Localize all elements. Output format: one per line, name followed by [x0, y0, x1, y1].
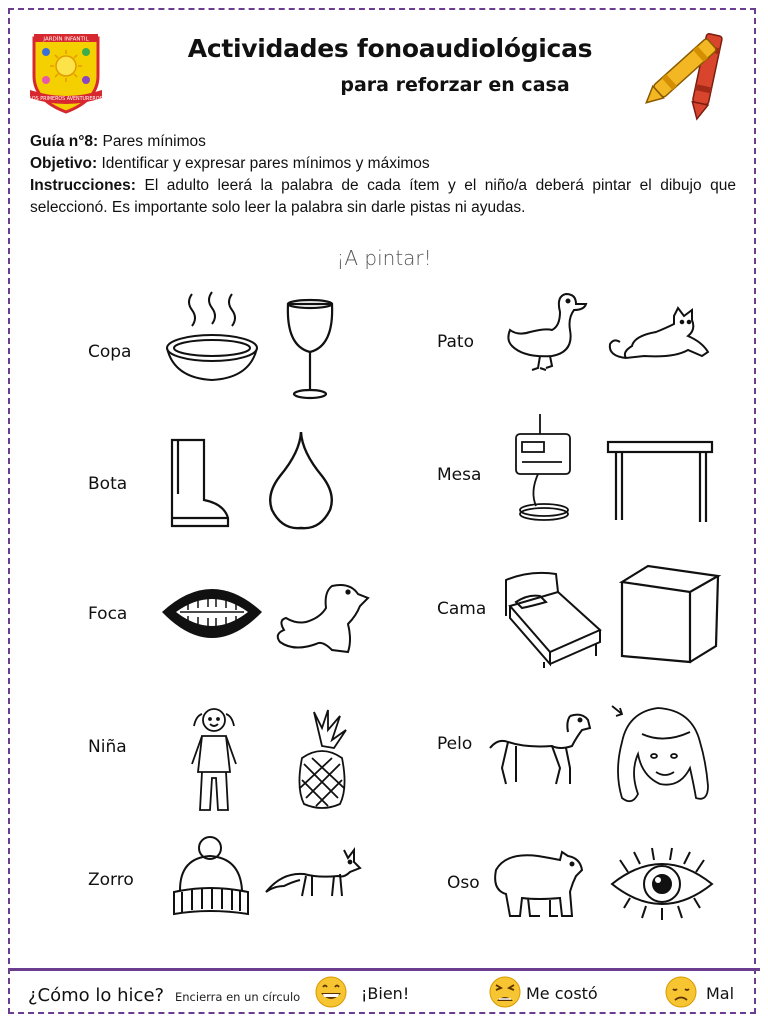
footer-hint: Encierra en un círculo — [175, 990, 301, 1004]
wine-glass-picture — [282, 298, 338, 402]
item-word: Zorro — [88, 870, 134, 890]
guide-value: Pares mínimos — [102, 133, 206, 150]
item-word: Pato — [437, 332, 474, 352]
instructions-label: Instrucciones: — [30, 177, 136, 194]
guide-info — [30, 131, 736, 219]
boot-picture — [164, 434, 234, 530]
cat-picture — [604, 306, 714, 364]
wool-hat-picture — [168, 834, 254, 920]
girl-face-hair-picture — [608, 702, 716, 810]
option-label-good: ¡Bien! — [361, 984, 410, 1003]
weighing-scale-picture — [510, 414, 576, 526]
option-label-bad: Mal — [706, 984, 735, 1003]
dog-picture — [486, 708, 594, 788]
item-word: Cama — [437, 599, 487, 619]
item-word: Oso — [447, 873, 480, 893]
logo-banner-text: LOS PRIMEROS AVENTUREROS — [29, 97, 103, 102]
item-word: Copa — [88, 342, 132, 362]
box-picture — [618, 562, 722, 666]
option-label-hard: Me costó — [526, 984, 598, 1003]
page-subtitle: para reforzar en casa — [340, 74, 570, 96]
section-title: ¡A pintar! — [336, 246, 432, 270]
pineapple-picture — [292, 708, 352, 812]
footer-question: ¿Cómo lo hice? — [28, 985, 165, 1006]
item-word: Mesa — [437, 465, 482, 485]
bed-picture — [500, 566, 608, 668]
bear-picture — [488, 844, 586, 922]
water-drop-picture — [264, 428, 338, 532]
fox-picture — [262, 846, 362, 902]
steaming-bowl-picture — [162, 290, 262, 386]
objective-value: Identificar y expresar pares mínimos y máximos — [101, 155, 430, 172]
table-picture — [604, 438, 716, 528]
item-word: Pelo — [437, 734, 473, 754]
item-word: Bota — [88, 474, 128, 494]
footer-divider — [8, 968, 760, 971]
duck-picture — [504, 290, 590, 374]
crayons-icon — [636, 26, 732, 122]
guide-label: Guía n°8: — [30, 133, 99, 150]
seal-picture — [272, 580, 376, 658]
objective-label: Objetivo: — [30, 155, 98, 172]
disappointed-emoji-icon — [664, 975, 698, 1009]
school-crest-logo — [28, 30, 104, 114]
grinning-emoji-icon — [314, 975, 348, 1009]
eye-picture — [606, 846, 718, 922]
page-title: Actividades fonoaudiológicas — [187, 34, 593, 63]
item-word: Niña — [88, 737, 127, 757]
instructions-value: El adulto leerá la palabra de cada ítem y el niño/a deberá pintar el dibujo que seleccionó. Es importante solo leer la palabra sin darle pistas ni ayudas. — [30, 177, 736, 216]
girl-picture — [188, 702, 240, 818]
tired-emoji-icon — [488, 975, 522, 1009]
mouth-picture — [158, 572, 266, 662]
logo-top-text: JARDÍN INFANTIL — [43, 36, 89, 43]
item-word: Foca — [88, 604, 128, 624]
